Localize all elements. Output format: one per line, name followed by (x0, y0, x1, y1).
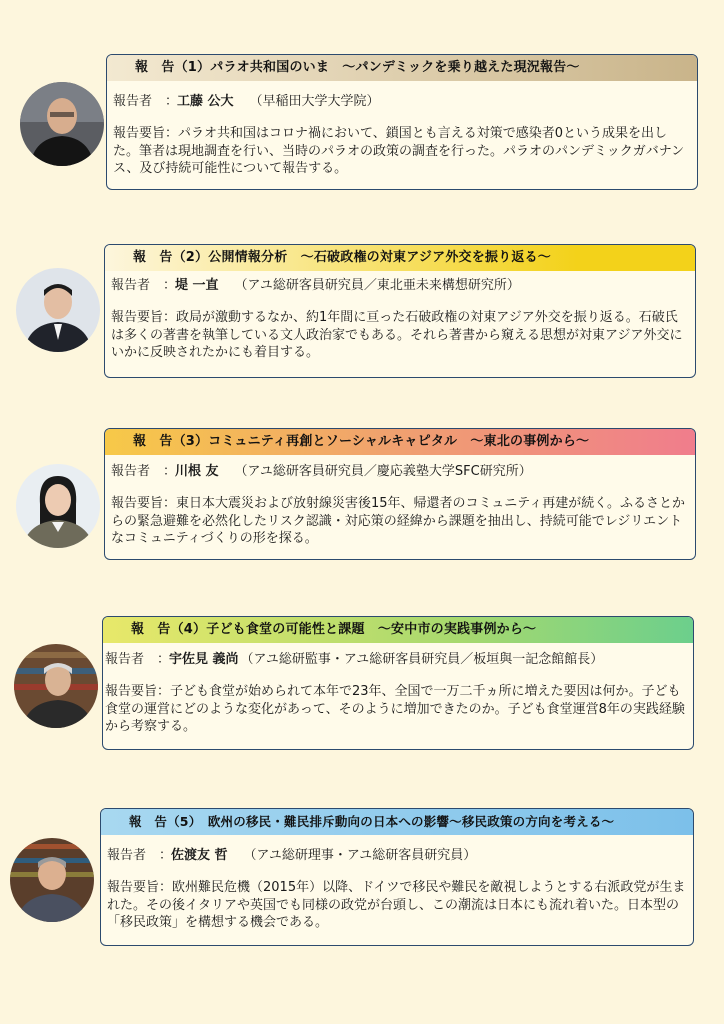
reporter-affiliation-2: （アユ総研客員研究員／東北亜未来構想研究所） (234, 278, 520, 293)
reporter-name-3: 川根 友 (175, 464, 219, 479)
report-summary-4: 報告要旨：子ども食堂が始められて本年で23年、全国で一万二千ヵ所に増えた要因は何か。子ども食堂の運営にどのような変化があって、そのように増加できたのか。子ども食堂運営8年の実践経験から考察する。 (105, 684, 685, 734)
report-title-4 (103, 617, 693, 643)
reporter-photo-3 (16, 464, 100, 548)
reporter-photo-1 (20, 82, 104, 166)
report-box-3 (104, 428, 696, 560)
report-summary-1: 報告要旨：パラオ共和国はコロナ禍において、鎖国とも言える対策で感染者0という成果を出した。筆者は現地調査を行い、当時のパラオの政策の調査を行った。パラオのパンデミックガバナンス、及び持続可能性について報告する。 (113, 126, 685, 176)
report-title-3 (105, 429, 695, 455)
report-summary-3: 報告要旨：東日本大震災および放射線災害後15年、帰還者のコミュニティ再建が続く。ふるさとからの緊急避難を必然化したリスク認識・対応策の経緯から課題を抽出し、持続可能でレジリエントなコミュニティづくりの形を探る。 (111, 496, 685, 546)
report-box-2 (104, 244, 696, 378)
report-title-5 (101, 809, 693, 835)
reporter-line-5 (101, 847, 693, 865)
report-title-text-2: 報 告（2）公開情報分析 〜石破政権の対東アジア外交を振り返る〜 (133, 250, 551, 265)
report-summary-5: 報告要旨：欧州難民危機（2015年）以降、ドイツで移民や難民を敵視しようとする右派政党が生まれた。その後イタリアや英国でも同様の政党が台頭し、この潮流は日本にも流れ着いた。日本型の「移民政策」を構想する機会である。 (107, 880, 686, 930)
reporter-photo-5 (10, 838, 94, 922)
report-title-text-4: 報 告（4）子ども食堂の可能性と課題 〜安中市の実践事例から〜 (131, 622, 537, 637)
reporter-label-4: 報告者 ： (105, 652, 171, 667)
reporter-line-2 (105, 277, 695, 295)
reporter-name-2: 堤 一直 (175, 278, 219, 293)
reporter-label-2: 報告者 ： (111, 278, 177, 293)
report-box-4 (102, 616, 694, 750)
reporter-label-5: 報告者 ： (107, 848, 173, 863)
reporter-affiliation-5: （アユ総研理事・アユ総研客員研究員） (243, 848, 477, 863)
report-title-text-5: 報 告（5） 欧州の移民・難民排斥動向の日本への影響〜移民政策の方向を考える〜 (129, 814, 615, 829)
report-summary-2: 報告要旨：政局が激動するなか、約1年間に亘った石破政権の対東アジア外交を振り返る。石破氏は多くの著書を執筆している文人政治家でもある。それら著書から窺える思想が対東アジア外交にいかに反映されたかにも着目する。 (111, 310, 683, 360)
reporter-photo-4 (14, 644, 98, 728)
reporter-line-1 (107, 93, 697, 111)
report-box-5 (100, 808, 694, 946)
reporter-name-1: 工藤 公大 (177, 94, 234, 109)
reporter-label-1: 報告者 ： (113, 94, 179, 109)
reporter-label-3: 報告者 ： (111, 464, 177, 479)
reporter-line-3 (105, 463, 695, 481)
reporter-affiliation-3: （アユ総研客員研究員／慶応義塾大学SFC研究所） (234, 464, 532, 479)
reporter-photo-2 (16, 268, 100, 352)
reporter-name-5: 佐渡友 哲 (171, 848, 228, 863)
report-title-1 (107, 55, 697, 81)
reporter-affiliation-4: （アユ総研監事・アユ総研客員研究員／板垣與一記念館館長） (240, 652, 604, 667)
reporter-affiliation-1: （早稲田大学大学院） (249, 94, 380, 109)
report-title-text-1: 報 告（1）パラオ共和国のいま 〜パンデミックを乗り越えた現況報告〜 (135, 60, 580, 75)
reporter-line-4 (103, 651, 693, 669)
report-box-1 (106, 54, 698, 190)
report-title-text-3: 報 告（3）コミュニティ再創とソーシャルキャピタル 〜東北の事例から〜 (133, 434, 590, 449)
reporter-name-4: 宇佐見 義尚 (169, 652, 239, 667)
report-title-2 (105, 245, 695, 271)
